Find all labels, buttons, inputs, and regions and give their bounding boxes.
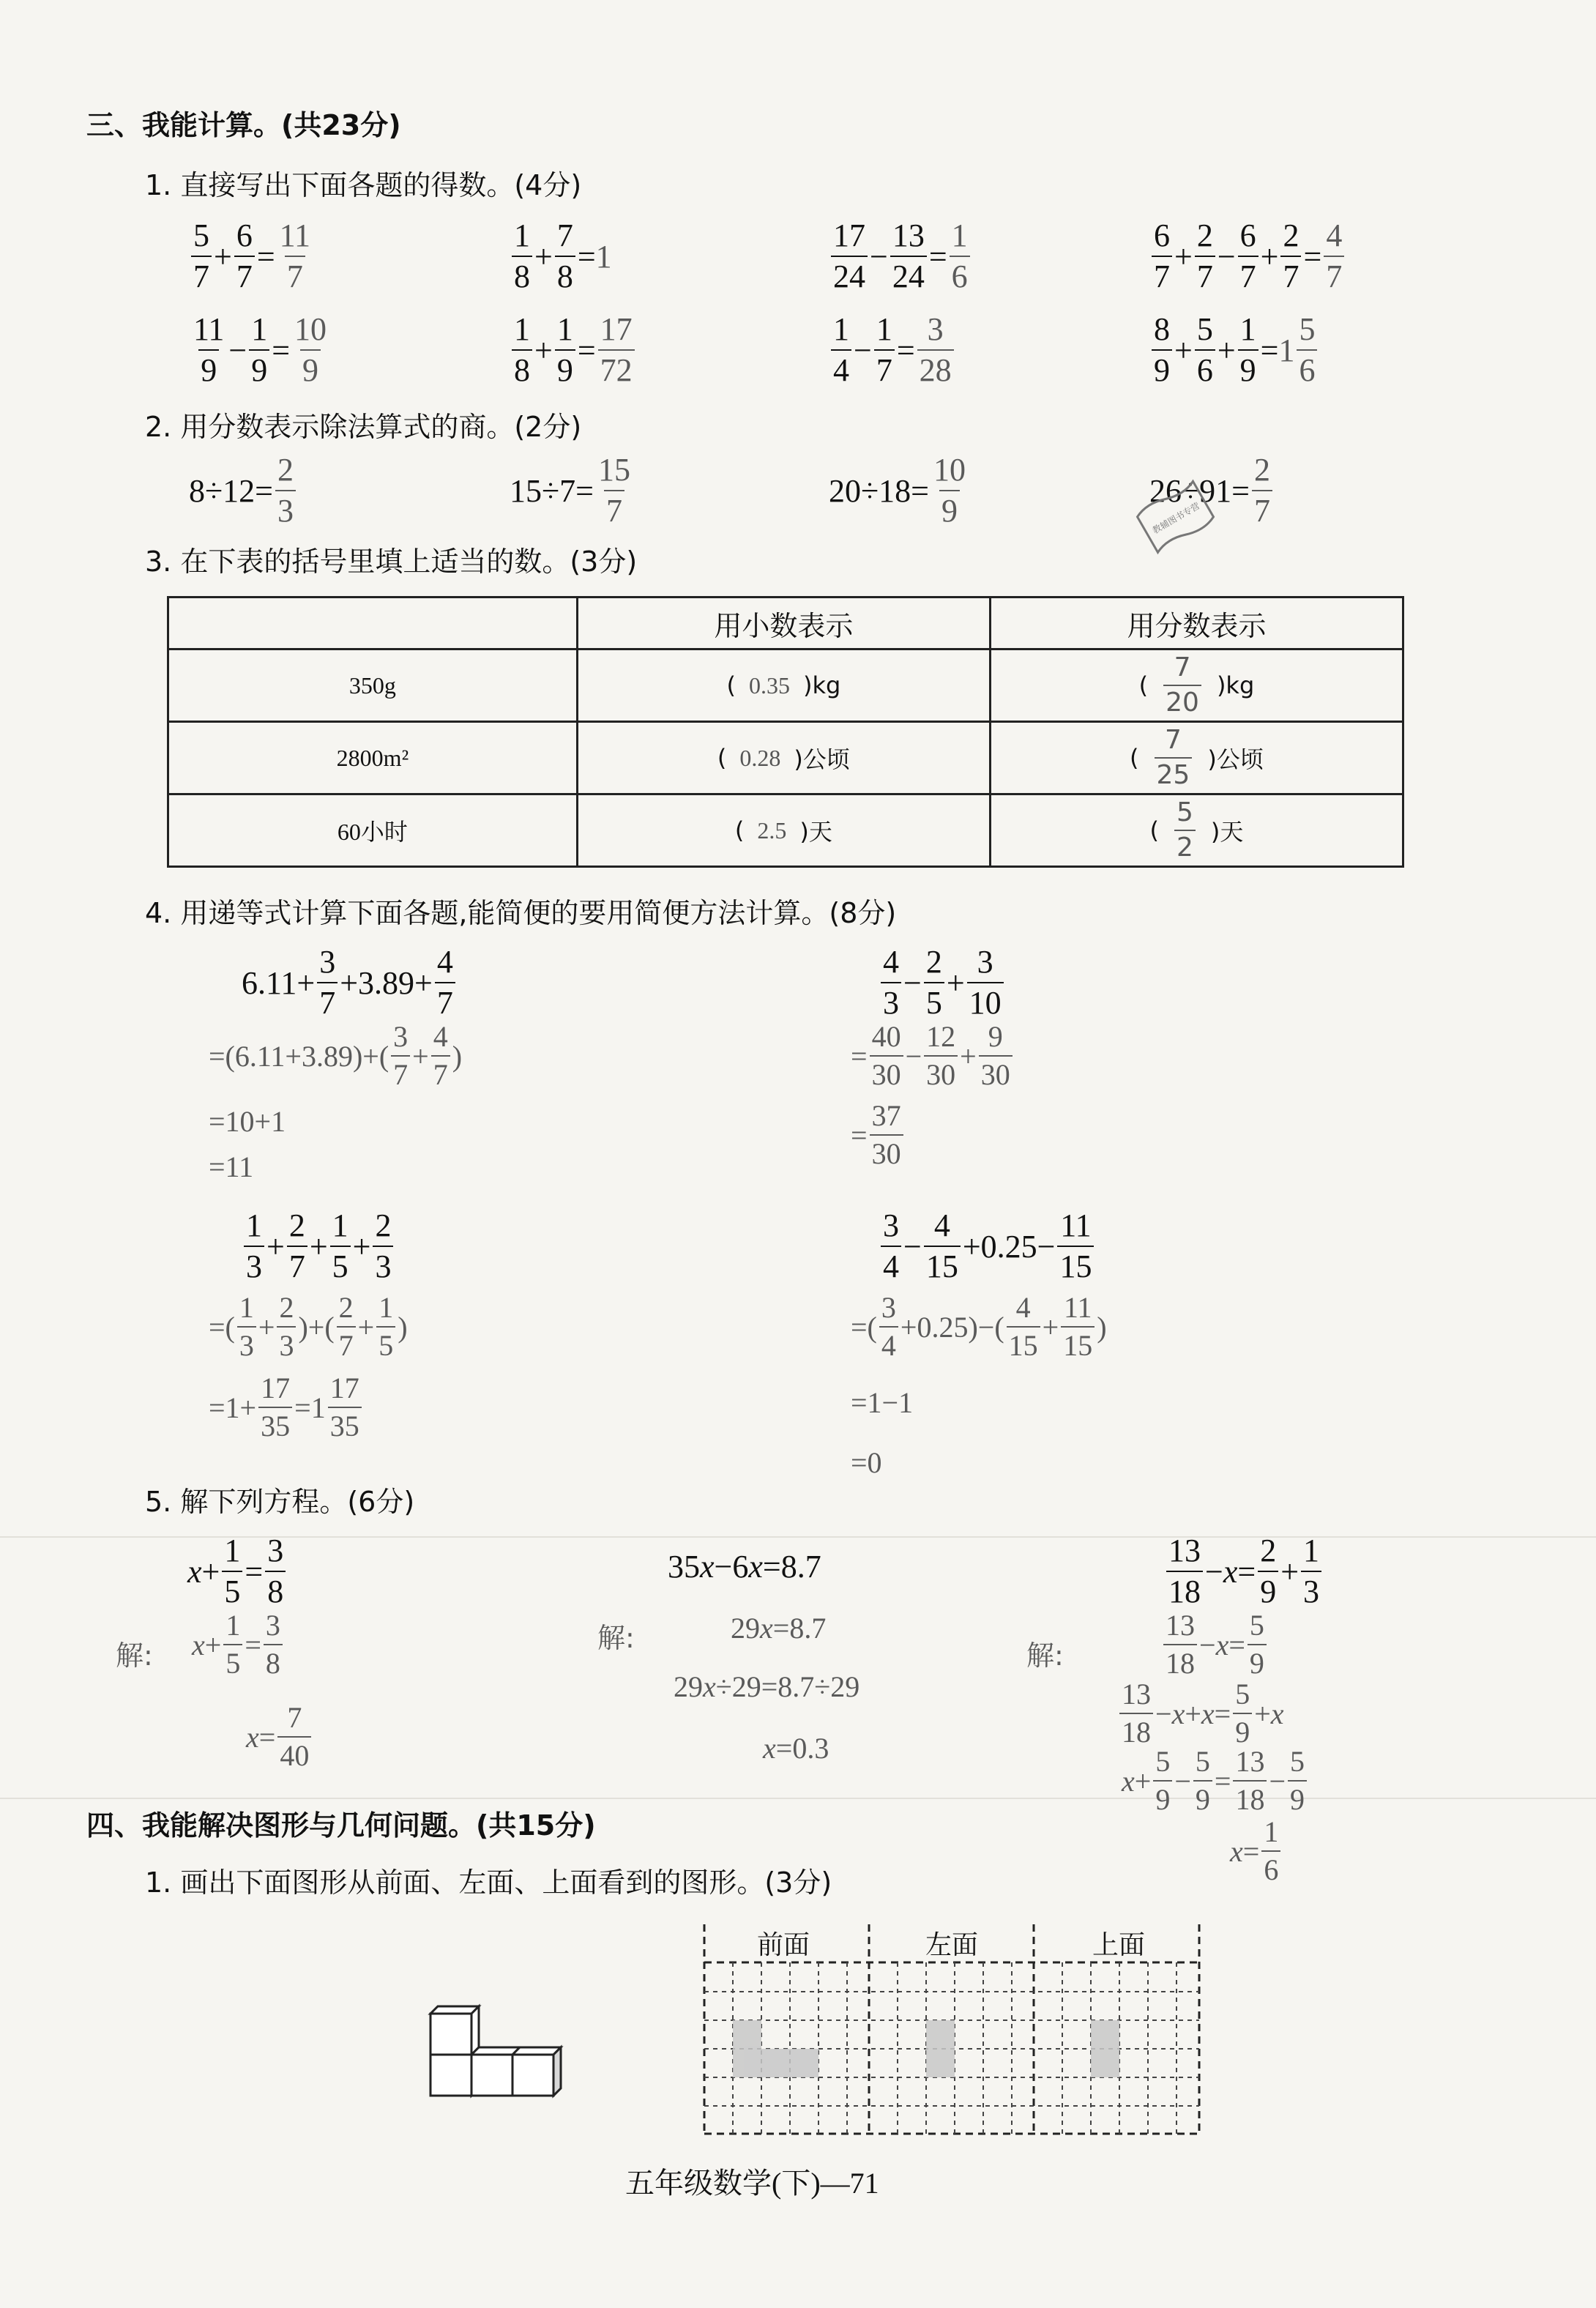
q4-p1-step: =(6.11+3.89)+( $\frac{3}{7}$ + $\frac{4}{7}$ ) [209, 1020, 463, 1091]
q4-p3-step: =( $\frac{1}{3}$ + $\frac{2}{3}$ )+( $\frac{2}{7}$ + $\frac{1}{5}$ ) [209, 1291, 408, 1362]
q2-item-2: 15÷7= $\frac{15}{7}$ [510, 452, 630, 529]
unit: )公顷 [1207, 745, 1264, 773]
conversion-table [167, 596, 1404, 868]
decimal-cell [577, 722, 990, 794]
q5-eq1: x + $\frac{1}{5}$ = $\frac{3}{8}$ [187, 1535, 288, 1608]
geo-q1-title: 1. 画出下面图形从前面、左面、上面看到的图形。(3分) [145, 1866, 832, 1899]
q5-eq2-step: 29 x ÷29=8.7÷29 [674, 1670, 860, 1703]
decimal-cell [577, 794, 990, 867]
jie-label: 解: [1026, 1639, 1064, 1672]
decimal-answer: 0.28 [739, 744, 781, 771]
q1-item-2: $\frac{1}{8}$ + $\frac{7}{8}$ = 1 [510, 220, 612, 293]
paren: ( [717, 744, 727, 772]
table-header: 用分数表示 [990, 598, 1403, 649]
fold-line [0, 1798, 1596, 1799]
table-header-row [168, 598, 1403, 649]
section-4-title: 四、我能解决图形与几何问题。(共15分) [86, 1809, 596, 1842]
unit: )kg [1216, 671, 1255, 699]
paren: ( [734, 816, 745, 844]
grid-label-top: 上面 [1092, 1930, 1146, 1960]
q1-item-5: $\frac{11}{9}$ − $\frac{1}{9}$ = $\frac{10}{9}$ [193, 311, 327, 388]
cube-stack-drawing [423, 1993, 592, 2110]
q3-title: 3. 在下表的括号里填上适当的数。(3分) [145, 546, 638, 578]
table-header [168, 598, 578, 649]
q2-item-1: 8÷12= $\frac{2}{3}$ [189, 454, 298, 527]
q4-p4-expr: $\frac{3}{4}$ − $\frac{4}{15}$ +0.25− $\frac{11}{15}$ [879, 1210, 1096, 1283]
fraction-cell [990, 794, 1403, 867]
paren: ( [726, 671, 736, 699]
q4-p2-step: = $\frac{40}{30}$ − $\frac{12}{30}$ + $\frac{9}{30}$ [851, 1022, 1015, 1090]
q4-p1-step: =11 [209, 1150, 254, 1183]
fraction-cell [990, 722, 1403, 794]
denominator: 2 [1174, 830, 1196, 861]
q4-p1-step: =10+1 [209, 1105, 286, 1138]
table-row [168, 722, 1403, 794]
q4-p2-expr: $\frac{4}{3}$ − $\frac{2}{5}$ + $\frac{3}{10}$ [879, 946, 1006, 1019]
q2-item-4: 26÷91= $\frac{2}{7}$ [1149, 454, 1275, 527]
fraction-answer [1163, 652, 1201, 718]
q5-eq3-step: $\frac{13}{18}$ − x + x = $\frac{5}{9}$ + x [1117, 1680, 1284, 1747]
q5-title: 5. 解下列方程。(6分) [145, 1486, 415, 1518]
jie-label: 解: [116, 1639, 153, 1672]
stamp-watermark [1127, 469, 1223, 564]
numerator: 7 [1174, 652, 1191, 682]
numerator: 7 [1164, 725, 1182, 755]
q5-eq3-step: $\frac{13}{18}$ − x = $\frac{5}{9}$ [1161, 1611, 1269, 1678]
unit: )kg [802, 671, 841, 699]
q4-p4-step: =0 [851, 1446, 882, 1479]
section-3-title: 三、我能计算。(共23分) [86, 109, 401, 141]
page-footer: 五年级数学(下)—71 [625, 2167, 879, 2200]
decimal-answer: 0.35 [748, 671, 790, 699]
q4-p3-expr: $\frac{1}{3}$ + $\frac{2}{7}$ + $\frac{1}{5}$ + $\frac{2}{3}$ [242, 1210, 395, 1283]
denominator: 25 [1155, 757, 1193, 789]
q5-eq3-step: x = $\frac{1}{6}$ [1230, 1817, 1283, 1885]
q2-item-3: 20÷18= $\frac{10}{9}$ [829, 452, 966, 529]
paren: ( [1138, 671, 1149, 699]
q4-p3-step: =1+ $\frac{17}{35}$ = 1 $\frac{17}{35}$ [209, 1374, 364, 1441]
q4-title: 4. 用递等式计算下面各题,能简便的要用简便方法计算。(8分) [145, 897, 897, 929]
q4-p1-expr: 6.11+ $\frac{3}{7}$ +3.89+ $\frac{4}{7}$ [242, 946, 458, 1019]
q5-eq2-step: 29 x =8.7 [731, 1612, 827, 1645]
jie-label: 解: [597, 1622, 635, 1654]
fraction-answer [1155, 727, 1193, 789]
unit: )公顷 [794, 745, 850, 773]
paren: ( [1149, 816, 1159, 844]
q5-eq2: 35 x −6 x =8.7 [668, 1549, 821, 1585]
q4-p4-step: =1−1 [851, 1386, 914, 1419]
q1-item-3: $\frac{17}{24}$ − $\frac{13}{24}$ = $\frac{1}{6}$ [829, 220, 972, 293]
table-row [168, 794, 1403, 867]
stamp-text: 教辅图书专营 [1150, 500, 1202, 536]
row-label: 2800m² [168, 722, 578, 794]
table-header: 用小数表示 [577, 598, 990, 649]
numerator: 5 [1176, 797, 1193, 827]
table-row [168, 649, 1403, 722]
q5-eq2-step: x =0.3 [763, 1732, 829, 1765]
q5-eq3: $\frac{13}{18}$ − x = $\frac{2}{9}$ + $\frac{1}{3}$ [1164, 1535, 1324, 1608]
q1-item-8: $\frac{8}{9}$ + $\frac{5}{6}$ + $\frac{1}{9}$ = 1 $\frac{5}{6}$ [1149, 313, 1319, 387]
q4-p4-step: =( $\frac{3}{4}$ +0.25)−( $\frac{4}{15}$ + $\frac{11}{15}$ ) [851, 1291, 1107, 1362]
decimal-cell [577, 649, 990, 722]
q1-item-4: $\frac{6}{7}$ + $\frac{2}{7}$ − $\frac{6}{7}$ + $\frac{2}{7}$ = $\frac{4}{7}$ [1149, 220, 1346, 293]
decimal-answer: 2.5 [757, 816, 787, 844]
grid-label-front: 前面 [757, 1930, 810, 1960]
unit: )天 [799, 818, 832, 846]
fraction-cell [990, 649, 1403, 722]
row-label: 350g [168, 649, 578, 722]
paren: ( [1130, 744, 1139, 772]
denominator: 20 [1163, 685, 1201, 716]
q5-eq1-step: x = $\frac{7}{40}$ [246, 1703, 313, 1771]
q1-title: 1. 直接写出下面各题的得数。(4分) [145, 169, 582, 201]
row-label: 60小时 [168, 794, 578, 867]
q5-eq3-step: x + $\frac{5}{9}$ − $\frac{5}{9}$ = $\frac{13}{18}$ − $\frac{5}{9}$ [1122, 1747, 1309, 1814]
q1-item-6: $\frac{1}{8}$ + $\frac{1}{9}$ = $\frac{17}{72}$ [510, 313, 637, 387]
q5-eq1-step: x + $\frac{1}{5}$ = $\frac{3}{8}$ [192, 1611, 285, 1678]
q1-item-7: $\frac{1}{4}$ − $\frac{1}{7}$ = $\frac{3}{28}$ [829, 313, 956, 387]
unit: )天 [1210, 818, 1244, 846]
q2-title: 2. 用分数表示除法算式的商。(2分) [145, 411, 582, 443]
q1-item-1: $\frac{5}{7}$ + $\frac{6}{7}$ = $\frac{11}{7}$ [189, 220, 315, 293]
fraction-answer [1174, 797, 1196, 863]
q4-p2-step: = $\frac{37}{30}$ [851, 1101, 906, 1169]
grid-label-left: 左面 [925, 1930, 979, 1960]
